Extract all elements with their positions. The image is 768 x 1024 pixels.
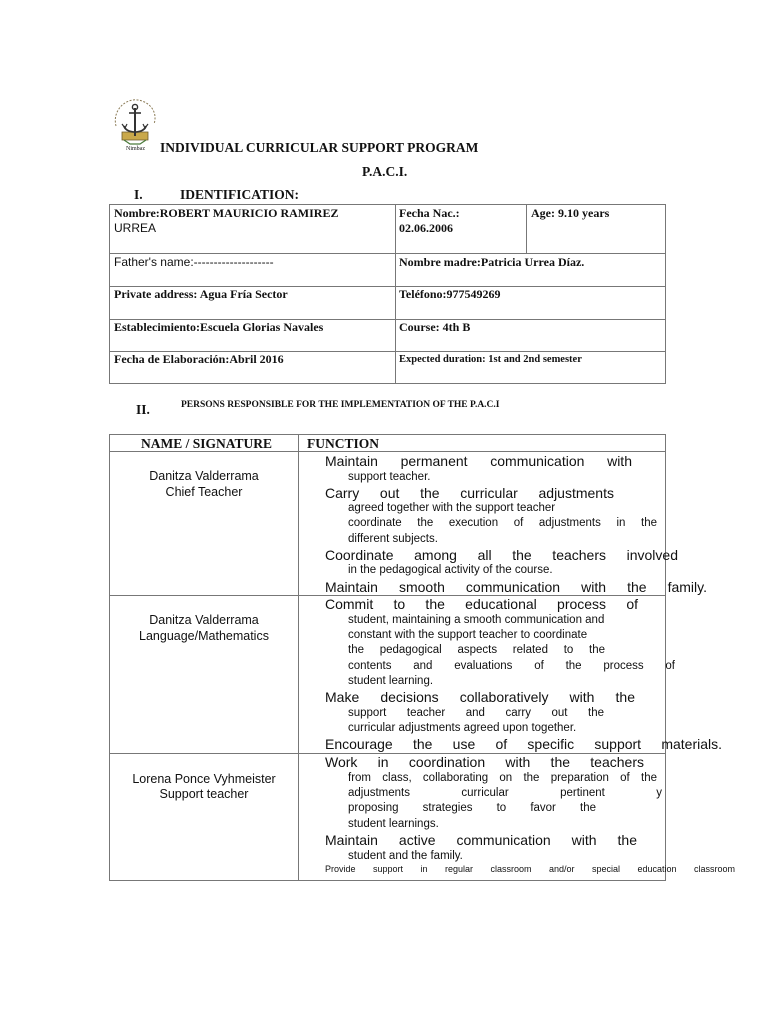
function-line: student learning.	[348, 675, 434, 687]
function-line: student learnings.	[348, 818, 439, 830]
mother-name: Nombre madre:Patricia Urrea Díaz.	[399, 255, 585, 269]
responsibles-table	[109, 434, 735, 881]
responsible-3-name: Lorena Ponce Vyhmeister	[132, 772, 276, 786]
identification-table	[109, 204, 666, 384]
function-line: adjustments curricular pertinent y	[348, 787, 662, 799]
function-line: in the pedagogical activity of the course.	[348, 564, 553, 576]
phone-number: Teléfono:977549269	[399, 287, 501, 301]
section-2-title: PERSONS RESPONSIBLE FOR THE IMPLEMENTATION OF THE P.A.C.I	[181, 400, 500, 410]
anchor-crest-icon	[108, 96, 162, 148]
function-line: from class, collaborating on the preparation of the	[348, 772, 657, 784]
function-line: support teacher and carry out the	[348, 707, 604, 719]
responsible-3-role: Support teacher	[159, 787, 249, 801]
function-line: the pedagogical aspects related to the	[348, 644, 605, 656]
responsible-2-role: Language/Mathematics	[139, 629, 269, 643]
function-line: Maintain active communication with the	[325, 832, 637, 848]
column-header-function: FUNCTION	[307, 436, 380, 451]
function-line: Coordinate among all the teachers involved	[325, 547, 678, 563]
expected-duration: Expected duration: 1st and 2nd semester	[399, 354, 582, 365]
function-line: proposing strategies to favor the	[348, 802, 596, 814]
function-line: student, maintaining a smooth communication and	[348, 614, 605, 626]
function-line: agreed together with the support teacher	[348, 502, 556, 514]
function-line: Work in coordination with the teachers	[325, 754, 644, 770]
function-line: Commit to the educational process of	[325, 596, 638, 612]
function-line: constant with the support teacher to coordinate	[348, 629, 588, 641]
document-title: INDIVIDUAL CURRICULAR SUPPORT PROGRAM	[160, 140, 479, 155]
function-line: Maintain smooth communication with the family.	[325, 579, 707, 595]
school-logo	[108, 96, 162, 148]
responsible-2-name: Danitza Valderrama	[149, 613, 259, 627]
function-line: Provide support in regular classroom and/or special education classroom	[325, 864, 735, 874]
birth-date-label: Fecha Nac.:	[399, 206, 460, 220]
function-line: different subjects.	[348, 533, 438, 545]
course: Course: 4th B	[399, 320, 471, 334]
function-line: support teacher.	[348, 471, 431, 483]
student-surname: URREA	[114, 221, 157, 235]
section-1-title: IDENTIFICATION:	[180, 187, 300, 202]
responsible-1-role: Chief Teacher	[165, 485, 243, 499]
student-name-label: Nombre:ROBERT MAURICIO RAMIREZ	[114, 206, 339, 220]
father-name: Father's name:--------------------	[114, 255, 274, 269]
column-header-name: NAME / SIGNATURE	[141, 436, 273, 451]
logo-caption: Nimbaz	[126, 146, 145, 152]
function-line: Encourage the use of specific support materials.	[325, 736, 722, 752]
function-line: coordinate the execution of adjustments in the	[348, 517, 657, 529]
function-line: contents and evaluations of the process of	[348, 660, 675, 672]
private-address: Private address: Agua Fría Sector	[114, 287, 288, 301]
school-name: Establecimiento:Escuela Glorias Navales	[114, 320, 324, 334]
function-line: Carry out the curricular adjustments	[325, 485, 614, 501]
function-line: Make decisions collaboratively with the	[325, 689, 635, 705]
function-line: student and the family.	[348, 850, 463, 862]
student-age: Age: 9.10 years	[531, 206, 610, 220]
section-1-number: I.	[134, 187, 143, 202]
birth-date-value: 02.06.2006	[399, 221, 453, 235]
document-subtitle: P.A.C.I.	[362, 164, 408, 179]
section-2-number: II.	[136, 402, 150, 417]
function-line: curricular adjustments agreed upon together.	[348, 722, 577, 734]
elaboration-date: Fecha de Elaboración:Abril 2016	[114, 352, 284, 366]
responsible-1-name: Danitza Valderrama	[149, 469, 259, 483]
function-line: Maintain permanent communication with	[325, 453, 632, 469]
